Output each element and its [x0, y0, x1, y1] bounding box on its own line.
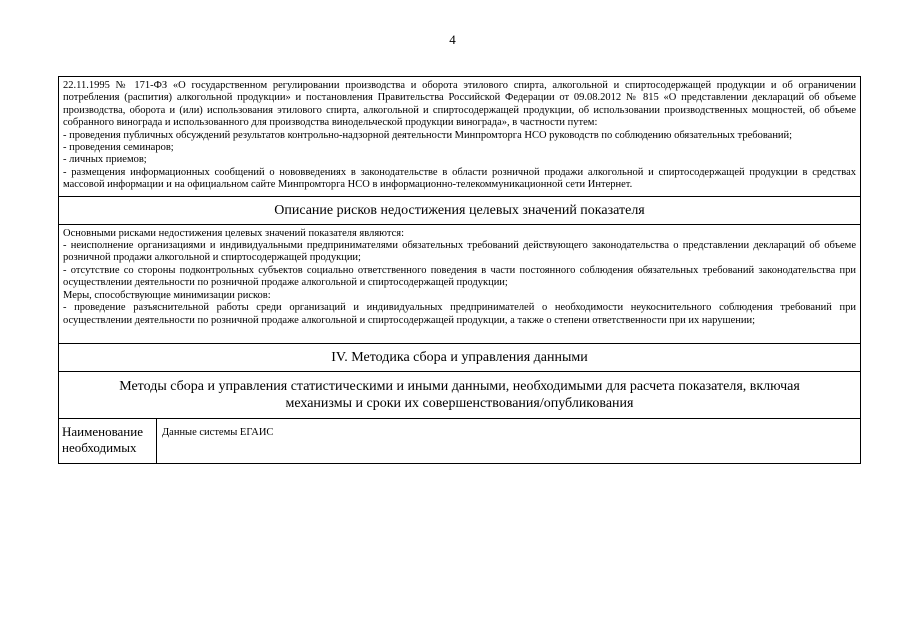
risks-block	[59, 225, 860, 344]
paragraph: - размещения информационных сообщений о нововведениях в законодательстве в области розничной продажи алкогольной и спиртосодержащей продукции в средствах массовой информации и на официальном сайте Минпромторга НСО в информационно-телекоммуникационной сети Интернет.	[63, 166, 856, 191]
paragraph: Меры, способствующие минимизации рисков:	[63, 289, 271, 301]
row-value: Данные системы ЕГАИС	[162, 426, 274, 438]
row-label: Наименование необходимых	[59, 419, 157, 463]
risks-heading: Описание рисков недостижения целевых значений показателя	[59, 197, 860, 225]
section-iv-heading: IV. Методика сбора и управления данными	[59, 344, 860, 372]
paragraph: 22.11.1995 № 171-ФЗ «О государственном регулировании производства и оборота этилового спирта, алкогольной и спиртосодержащей продукции и об ограничении потребления (распития) алкогольной продукции» и постановления Правительства Российской Федерации от 09.08.2012 № 815 «О представлении деклараций об объеме производства, оборота и (или) использования этилового спирта, алкогольной и спиртосодержащей продукции, об использовании производственных мощностей, об объеме собранного винограда и использованного для производства винодельческой продукции винограда», в частности путем:	[63, 80, 856, 129]
document-table	[58, 76, 861, 464]
page-number: 4	[449, 32, 456, 47]
paragraph: - проведение разъяснительной работы среди организаций и индивидуальных предпринимателей о необходимости неукоснительного соблюдения требований при осуществлении деятельности по розничной продаже алкогольной и спиртосодержащей продукции, а также о степени ответственности при их нарушении;	[63, 302, 856, 326]
paragraph: - отсутствие со стороны подконтрольных субъектов социально ответственного поведения в части постоянного соблюдения обязательных требований законодательства при осуществлении деятельности по розничной продаже алкогольной и спиртосодержащей продукции;	[63, 264, 856, 289]
paragraph: - проведения семинаров;	[63, 142, 174, 154]
paragraph: - проведения публичных обсуждений результатов контрольно-надзорной деятельности Минпромторга НСО руководств по соблюдению обязательных требований;	[63, 129, 793, 141]
required-data-row	[59, 419, 860, 463]
methods-heading: Методы сбора и управления статистическими и иными данными, необходимыми для расчета показателя, включая механизмы и сроки их совершенствования/опубликования	[59, 372, 860, 419]
paragraph: Основными рисками недостижения целевых значений показателя являются:	[63, 227, 404, 239]
legal-basis-block	[59, 77, 860, 197]
paragraph: - неисполнение организациями и индивидуальными предпринимателями обязательных требований действующего законодательства о представлении деклараций об объеме розничной продажи алкогольной и спиртосодержащей продукции;	[63, 240, 856, 264]
paragraph: - личных приемов;	[63, 154, 147, 166]
